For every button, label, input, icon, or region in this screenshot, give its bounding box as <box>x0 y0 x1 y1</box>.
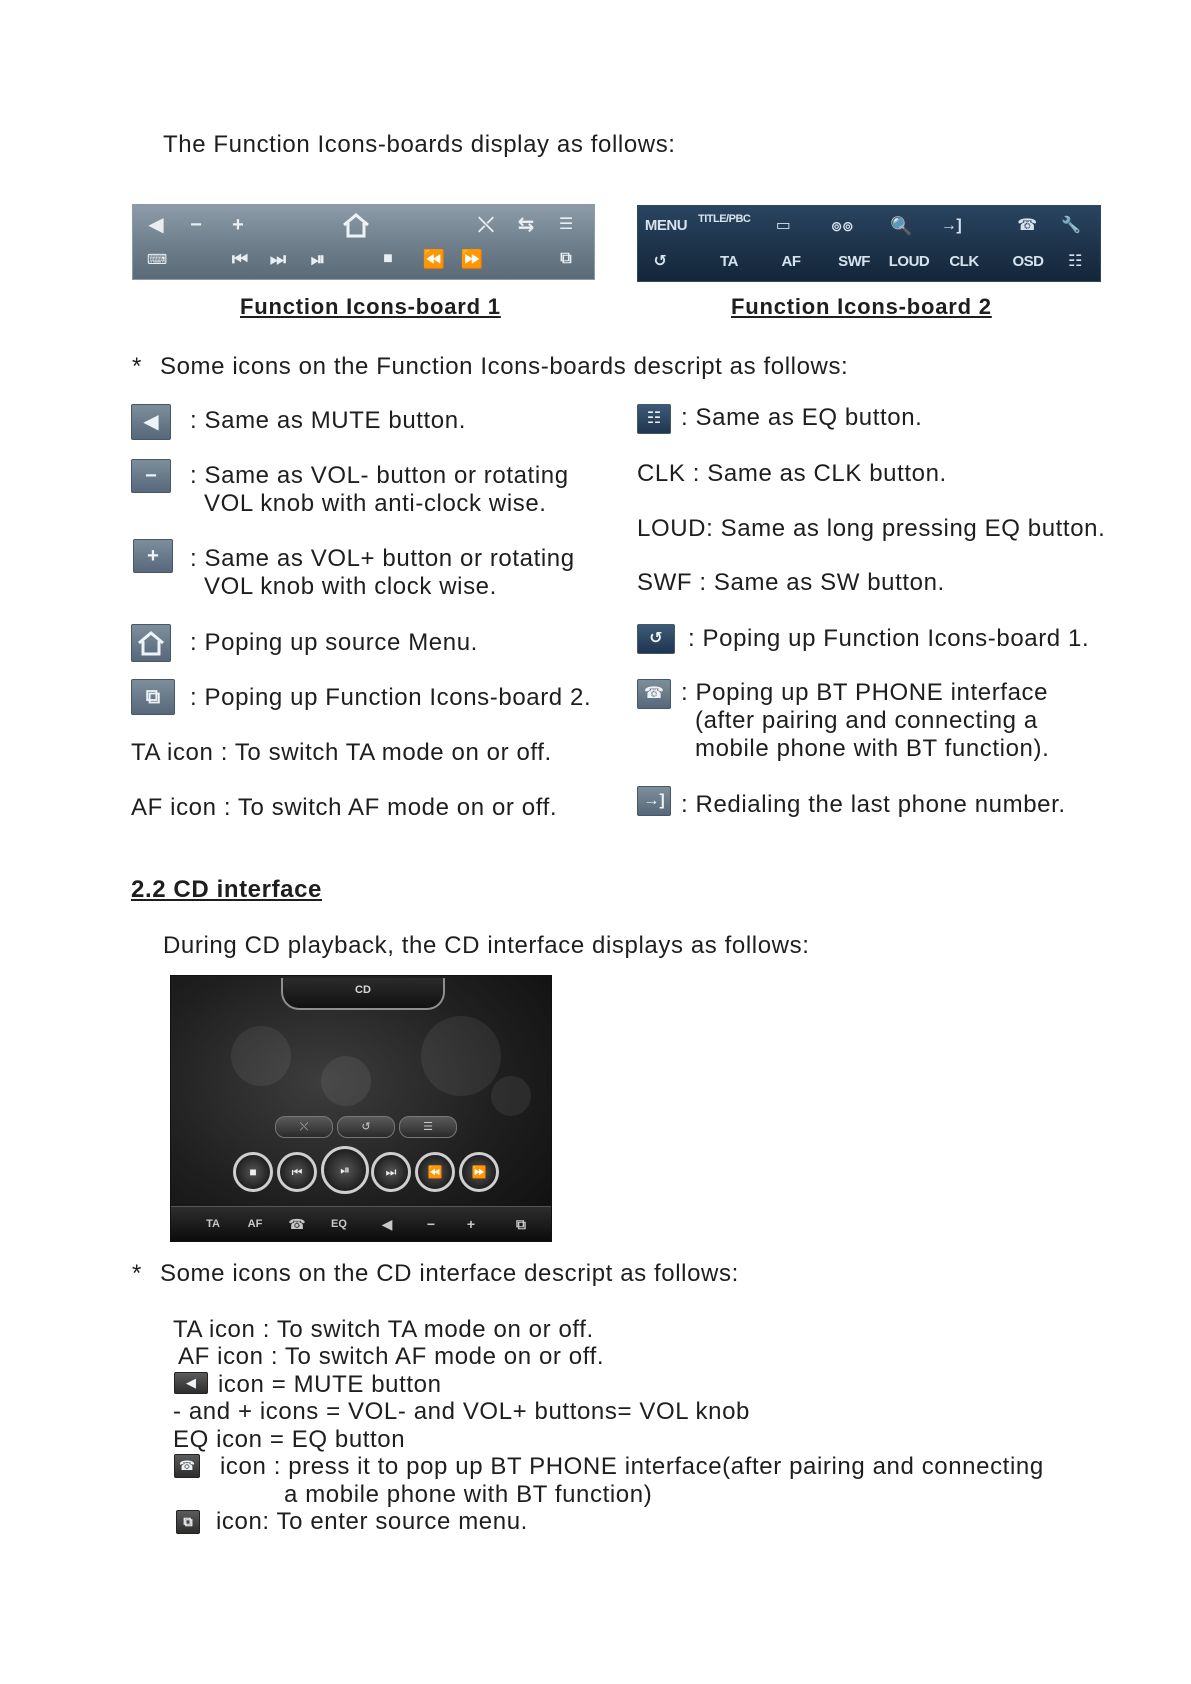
cd-eq-desc: EQ icon = EQ button <box>173 1426 406 1453</box>
swf-desc: SWF : Same as SW button. <box>637 569 945 596</box>
prev-icon: ⏮ <box>231 249 249 269</box>
repeat-icon: ⇆ <box>517 214 535 236</box>
bullet-2: * <box>132 1260 142 1287</box>
cd-mute-icon[interactable]: ◀ <box>381 1216 393 1232</box>
cd-shuffle-button[interactable]: ⤬ <box>275 1116 333 1138</box>
next-icon: ⏭ <box>269 249 287 269</box>
bt-phone-desc-2: (after pairing and connecting a <box>695 707 1038 734</box>
intro-text: The Function Icons-boards display as follows: <box>163 131 676 158</box>
bt-phone-desc-3: mobile phone with BT function). <box>695 735 1050 762</box>
mute-desc: : Same as MUTE button. <box>190 407 466 434</box>
board-2-toggle-desc: : Poping up Function Icons-board 2. <box>190 684 592 711</box>
vol-minus-desc: : Same as VOL- button or rotating <box>190 462 569 489</box>
section-2-2-intro: During CD playback, the CD interface displays as follows: <box>163 932 810 959</box>
source-menu-icon <box>131 624 171 662</box>
vol-minus-desc-2: VOL knob with anti-clock wise. <box>204 490 547 517</box>
function-icons-board-2 <box>637 205 1101 282</box>
cd-play-pause-button[interactable]: ⏯ <box>321 1146 369 1194</box>
eq-icon: ☷ <box>1068 253 1082 270</box>
audio-icon: ⊚⊚ <box>830 218 854 234</box>
redial-desc: : Redialing the last phone number. <box>681 791 1066 818</box>
cd-stop-button[interactable]: ■ <box>233 1152 273 1192</box>
cd-bt-desc-2: a mobile phone with BT function) <box>284 1481 653 1508</box>
cd-rewind-button[interactable]: ⏪ <box>415 1152 455 1192</box>
cd-source-icon[interactable]: ⧉ <box>516 1216 526 1232</box>
loud-desc: LOUD: Same as long pressing EQ button. <box>637 515 1106 542</box>
rewind-icon: ⏪ <box>422 249 446 269</box>
cd-source-small-icon: ⧉ <box>176 1510 200 1534</box>
redial-icon-2: →] <box>637 786 671 816</box>
shuffle-icon: ⤬ <box>478 214 494 236</box>
cd-mute-small-icon: ◀ <box>174 1372 208 1394</box>
cd-eq-button[interactable]: EQ <box>331 1218 347 1230</box>
speaker-icon: ◀ <box>148 214 164 236</box>
cd-af-desc: AF icon : To switch AF mode on or off. <box>178 1343 605 1370</box>
vol-plus-icon: + <box>133 539 173 573</box>
board2-clk-label: CLK <box>949 253 979 270</box>
board2-af-label: AF <box>781 253 801 270</box>
function-icons-board-1 <box>132 204 595 280</box>
subtitle-icon: ▭ <box>775 217 791 234</box>
ta-icon-desc: TA icon : To switch TA mode on or off. <box>131 739 552 766</box>
clk-desc: CLK : Same as CLK button. <box>637 460 947 487</box>
bt-phone-icon-2: ☎ <box>637 679 671 709</box>
cd-af-button[interactable]: AF <box>247 1218 263 1230</box>
cd-bottom-bar <box>171 1206 551 1241</box>
cd-vol-desc: - and + icons = VOL- and VOL+ buttons= VOL knob <box>173 1398 750 1425</box>
section-1-lead: Some icons on the Function Icons-boards descript as follows: <box>160 353 849 380</box>
board2-osd-label: OSD <box>1012 253 1044 270</box>
eq-desc: : Same as EQ button. <box>681 404 923 431</box>
cd-bt-desc: icon : press it to pop up BT PHONE interface(after pairing and connecting <box>220 1453 1044 1480</box>
board-1-caption: Function Icons-board 1 <box>240 294 501 319</box>
bullet-1: * <box>132 353 142 380</box>
cd-ta-button[interactable]: TA <box>206 1218 220 1230</box>
cd-vol-minus-icon[interactable]: − <box>426 1216 436 1232</box>
cd-src-desc: icon: To enter source menu. <box>216 1508 528 1535</box>
vol-plus-desc: : Same as VOL+ button or rotating <box>190 545 575 572</box>
stop-icon: ■ <box>383 250 393 267</box>
play-pause-icon: ⏯ <box>310 249 326 269</box>
board-2-toggle-icon: ⧉ <box>131 679 175 715</box>
cd-title-tab <box>281 978 445 1010</box>
source-menu-desc: : Poping up source Menu. <box>190 629 478 656</box>
board2-menu-label: MENU <box>644 217 688 234</box>
cd-title: CD <box>355 984 371 996</box>
forward-icon: ⏩ <box>460 249 484 269</box>
board2-swf-label: SWF <box>838 253 870 270</box>
vol-plus-desc-2: VOL knob with clock wise. <box>204 573 497 600</box>
keyboard-icon: ⌨ <box>146 251 168 267</box>
bt-phone-desc: : Poping up BT PHONE interface <box>681 679 1049 706</box>
home-icon <box>336 207 376 243</box>
cd-next-button[interactable]: ⏭ <box>371 1152 411 1192</box>
eq-button-icon: ☷ <box>637 404 671 434</box>
cd-list-button[interactable]: ☰ <box>399 1116 457 1138</box>
settings-icon: 🔧 <box>1061 217 1081 234</box>
board2-loud-label: LOUD <box>888 253 930 270</box>
cd-prev-button[interactable]: ⏮ <box>277 1152 317 1192</box>
cd-ta-desc: TA icon : To switch TA mode on or off. <box>173 1316 594 1343</box>
zoom-icon: 🔍 <box>890 216 912 236</box>
bt-phone-icon: ☎ <box>1017 217 1037 234</box>
af-icon-desc: AF icon : To switch AF mode on or off. <box>131 794 558 821</box>
section-3-lead: Some icons on the CD interface descript as follows: <box>160 1260 739 1287</box>
mute-icon: ◀ <box>131 404 171 440</box>
board-1-toggle-icon: ↺ <box>637 624 675 654</box>
list-icon: ☰ <box>558 216 574 233</box>
vol-minus-icon: − <box>131 459 171 493</box>
cd-interface-screenshot <box>170 975 552 1242</box>
board-2-caption: Function Icons-board 2 <box>731 294 992 319</box>
cd-forward-button[interactable]: ⏩ <box>459 1152 499 1192</box>
board2-title-pbc-label: TITLE/PBC <box>698 213 751 225</box>
section-2-2-heading: 2.2 CD interface <box>131 876 323 903</box>
cd-bt-phone-icon[interactable]: ☎ <box>288 1216 306 1232</box>
switch-board-icon: ⧉ <box>560 250 572 267</box>
redial-icon: →] <box>940 217 962 234</box>
board-1-toggle-desc: : Poping up Function Icons-board 1. <box>688 625 1090 652</box>
board2-ta-label: TA <box>720 253 738 270</box>
plus-icon: + <box>232 214 244 236</box>
board1-switch-icon: ↺ <box>653 253 667 270</box>
cd-bt-small-icon: ☎ <box>174 1454 200 1478</box>
cd-vol-plus-icon[interactable]: + <box>466 1216 476 1232</box>
minus-icon: − <box>190 214 202 236</box>
cd-mute-desc: icon = MUTE button <box>218 1371 442 1398</box>
cd-repeat-button[interactable]: ↺ <box>337 1116 395 1138</box>
